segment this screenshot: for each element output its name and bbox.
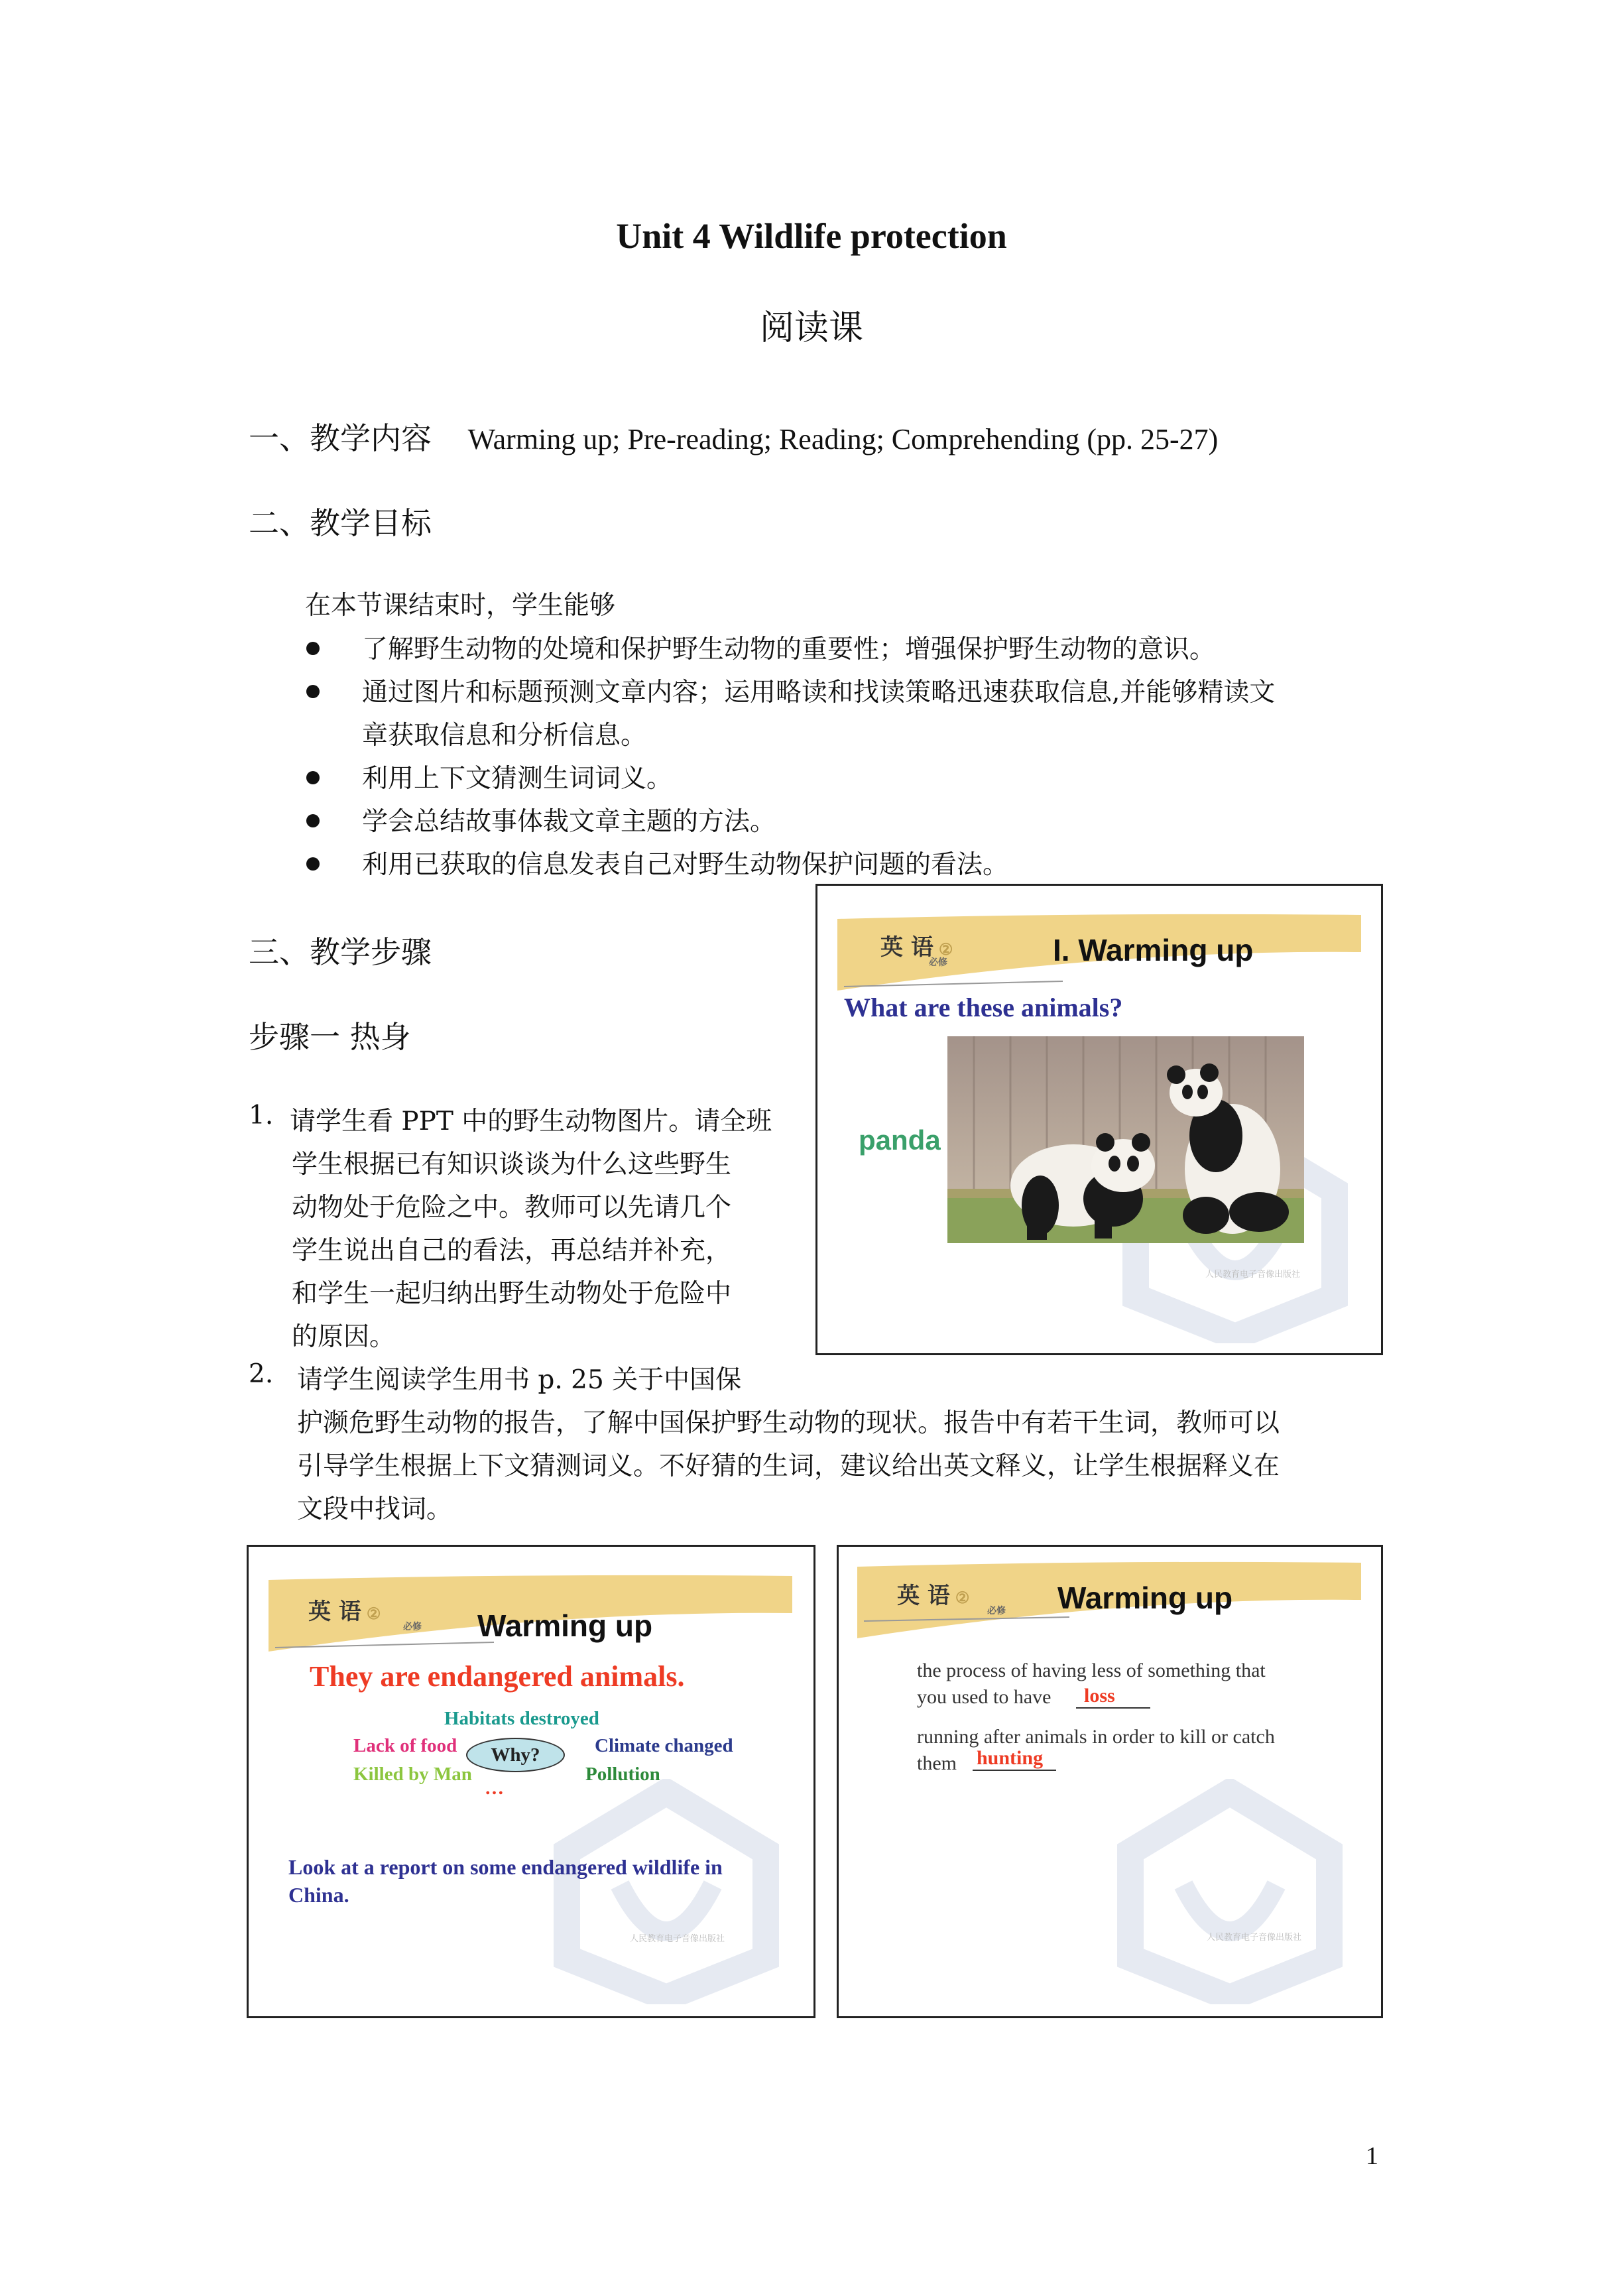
bullet-icon <box>306 642 320 655</box>
answer-hunting: hunting <box>973 1747 1056 1771</box>
para1-line: 学生根据已有知识谈谈为什么这些野生 <box>292 1150 732 1179</box>
definition-1-cont: you used to have <box>917 1686 1052 1708</box>
section-label: 一、教学内容 <box>249 420 432 456</box>
objective-item: 学会总结故事体裁文章主题的方法。 <box>362 807 776 837</box>
why-bubble: Why? <box>466 1738 565 1772</box>
answer-loss: loss <box>1076 1685 1150 1709</box>
textbook-logo: 英 语 ② <box>880 934 953 961</box>
bullet-icon <box>306 857 320 871</box>
bullet-icon <box>306 814 320 827</box>
slide-answer: panda <box>859 1124 941 1156</box>
section-steps-heading: 三、教学步骤 <box>249 934 432 970</box>
para2-line: 护濒危野生动物的报告，了解中国保护野生动物的现状。报告中有若干生词，教师可以 <box>297 1408 1280 1438</box>
para2-line: 请学生阅读学生用书 p. 25 关于中国保 <box>297 1365 742 1395</box>
publisher-watermark: 人民教育电子音像出版社 <box>1205 1270 1301 1280</box>
definition-2-cont: them <box>917 1752 957 1774</box>
document-title: Unit 4 Wildlife protection <box>616 216 1007 256</box>
objective-item: 利用已获取的信息发表自己对野生动物保护问题的看法。 <box>362 850 1009 880</box>
slide-question: What are these animals? <box>844 993 1123 1022</box>
definition-2: running after animals in order to kill or catch <box>917 1726 1275 1748</box>
reason-killed: Killed by Man <box>353 1764 472 1785</box>
para2-line: 引导学生根据上下文猜测词义。不好猜的生词，建议给出英文释义，让学生根据释义在 <box>297 1451 1280 1481</box>
para2-number: 2. <box>249 1359 274 1389</box>
section-content: Warming up; Pre-reading; Reading; Comprehending (pp. 25-27) <box>467 423 1219 455</box>
logo-sub: 必修 <box>403 1622 422 1632</box>
reason-more: … <box>485 1778 504 1799</box>
slide-title: Warming up <box>477 1608 653 1643</box>
slide-vocab-definitions <box>837 1545 1383 2018</box>
para1-line: 动物处于危险之中。教师可以先请几个 <box>292 1193 732 1223</box>
watermark-logo <box>1104 1779 1356 2004</box>
objective-item: 了解野生动物的处境和保护野生动物的重要性；增强保护野生动物的意识。 <box>362 634 1216 664</box>
para1-line: 和学生一起归纳出野生动物处于危险中 <box>292 1279 732 1309</box>
logo-sub: 必修 <box>929 957 947 968</box>
publisher-watermark: 人民教育电子音像出版社 <box>1207 1933 1302 1943</box>
bullet-icon <box>306 771 320 784</box>
section-teaching-content <box>249 414 1218 458</box>
para1-line: 的原因。 <box>292 1322 396 1352</box>
slide-footer-text: Look at a report on some endangered wildlife in China. <box>288 1855 723 1907</box>
reason-climate: Climate changed <box>595 1735 733 1756</box>
reason-habitats: Habitats destroyed <box>444 1708 599 1729</box>
bullet-icon <box>306 685 320 698</box>
objective-item: 利用上下文猜测生词词义。 <box>362 764 673 794</box>
para1-line: 请学生看 PPT 中的野生动物图片。请全班 <box>290 1107 772 1136</box>
section-objectives-heading: 二、教学目标 <box>249 505 432 541</box>
textbook-logo: 英 语 ② <box>897 1583 970 1609</box>
logo-sub: 必修 <box>987 1606 1006 1616</box>
panda-photo <box>947 1036 1304 1243</box>
slide-endangered-reasons <box>247 1545 815 2018</box>
para1-number: 1. <box>249 1101 274 1130</box>
reason-food: Lack of food <box>353 1735 457 1756</box>
objective-item-continued: 章获取信息和分析信息。 <box>362 721 647 751</box>
step1-heading: 步骤一 热身 <box>249 1019 411 1055</box>
textbook-logo: 英 语 ② <box>308 1599 381 1625</box>
reason-pollution: Pollution <box>585 1764 660 1785</box>
para1-line: 学生说出自己的看法，再总结并补充， <box>292 1236 732 1266</box>
slide-headline: They are endangered animals. <box>310 1660 685 1693</box>
objective-item: 通过图片和标题预测文章内容；运用略读和找读策略迅速获取信息,并能够精读文 <box>362 678 1276 707</box>
slide-title: I. Warming up <box>1053 933 1254 967</box>
page-number: 1 <box>1366 2142 1378 2170</box>
document-subtitle: 阅读课 <box>759 308 863 348</box>
para2-line: 文段中找词。 <box>297 1494 453 1524</box>
objectives-intro: 在本节课结束时，学生能够 <box>305 591 616 621</box>
slide-warming-up-panda <box>815 884 1383 1355</box>
slide-title: Warming up <box>1057 1581 1233 1615</box>
definition-1: the process of having less of something that <box>917 1660 1266 1681</box>
publisher-watermark: 人民教育电子音像出版社 <box>630 1934 725 1944</box>
